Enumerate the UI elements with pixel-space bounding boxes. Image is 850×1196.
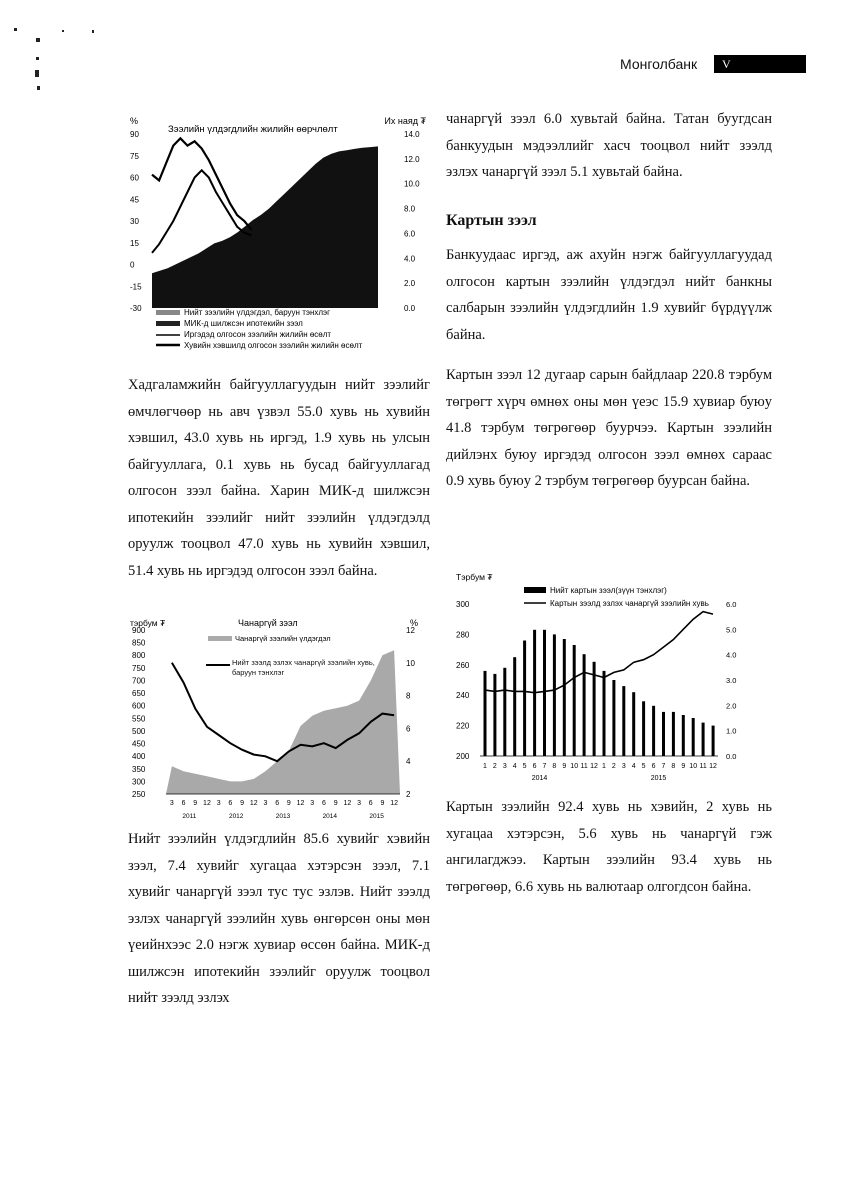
left-para-2: Нийт зээлийн үлдэгдлийн 85.6 хувийг хэвийн зээл, 7.4 хувийг хугацаа хэтэрсэн зээл, 7.1 хувийг чанаргүй зээл тус тус эзлэв. Нийт зээлд эзлэх чанаргүй зээлийн хувь өнгөрсөн оны мөн үеийнхээс 2.0 нэгж хувиар өссөн байна. МИК-д шилжсэн ипотекийн зээлийг оруулж тооцвол нийт зээлд эзлэх (128, 831, 430, 1006)
chart3-bar (672, 712, 675, 756)
chart2-xyear: 2015 (369, 813, 384, 820)
chart1-legend-1: Нийт зээлийн үлдэгдэл, баруун тэнхлэг (184, 308, 331, 317)
chart2-ytick-left: 650 (132, 689, 146, 699)
chart3-line-npl-share (485, 612, 713, 693)
chart2-xtick: 9 (286, 800, 291, 807)
section-heading-card-loans: Картын зээл (446, 211, 537, 229)
right-para-1: чанаргүй зээл 6.0 хувьтай байна. Татан буугдсан банкуудын мэдээллийг хасч тооцвол нийт зээлд эзлэх чанаргүй зээл 5.1 хувьтай байна. (446, 111, 772, 180)
chart3-xtick: 7 (542, 763, 547, 770)
chart3-svg (446, 570, 746, 792)
chart3-bar (682, 715, 685, 756)
chart1-ytick-left: -15 (130, 282, 142, 292)
chart1-left-unit: % (130, 116, 139, 126)
chart3-bar (503, 668, 506, 756)
left-column-top (128, 372, 430, 598)
chart3-bar (553, 634, 556, 756)
chart3-xtick: 6 (651, 763, 656, 770)
chart3-xyear: 2014 (531, 775, 548, 782)
chart3-xtick: 10 (689, 763, 698, 770)
chart3-bar (513, 657, 516, 756)
header-page-marker: V (714, 55, 806, 73)
chart3-ytick-right: 4.0 (726, 650, 737, 660)
right-column-bottom (446, 794, 772, 914)
chart1-ytick-right: 8.0 (404, 204, 416, 214)
chart3-bar (573, 645, 576, 756)
chart2-xtick: 12 (343, 800, 352, 807)
chart3-xtick: 12 (709, 763, 717, 770)
chart3-ytick-left: 260 (456, 660, 470, 670)
chart2-xtick: 3 (357, 800, 362, 807)
chart2-ytick-left: 850 (132, 638, 146, 648)
chart2-xyear: 2012 (228, 813, 244, 820)
chart1-legend-4: Хувийн хэвшилд олгосон зээлийн жилийн өсөлт (184, 341, 363, 350)
chart2-xyear: 2011 (182, 813, 197, 820)
chart3-bar (702, 723, 705, 756)
chart1-ytick-left: 0 (130, 260, 135, 270)
chart3-bar (523, 641, 526, 757)
chart3-bar (662, 712, 665, 756)
chart3-xtick: 11 (699, 763, 707, 770)
chart2-svg (128, 616, 428, 826)
chart3-ytick-right: 3.0 (726, 676, 737, 685)
chart2-xyear: 2014 (322, 813, 338, 820)
chart3-bar (692, 718, 695, 756)
chart-nonperforming-loans (128, 616, 428, 826)
chart1-svg (128, 112, 428, 362)
chart2-ytick-left: 700 (132, 676, 146, 686)
chart3-xtick: 4 (631, 763, 636, 770)
chart3-xtick: 5 (522, 763, 527, 770)
chart1-ytick-left: 90 (130, 130, 139, 139)
chart2-ytick-right: 12 (406, 626, 415, 635)
chart2-ytick-left: 600 (132, 701, 146, 711)
chart3-ytick-left: 280 (456, 630, 470, 640)
chart1-ytick-left: 15 (130, 238, 139, 248)
chart3-bar (543, 630, 546, 756)
chart1-ytick-right: 10.0 (404, 179, 420, 189)
chart3-ytick-right: 0.0 (726, 752, 737, 761)
chart2-xtick: 6 (275, 800, 280, 807)
right-para-2: Банкуудаас иргэд, аж ахуйн нэгж байгууллагуудад олгосон картын зээлийн үлдэгдэл нийт банкны салбарын зээлийн үлдэгдлийн 1.9 хувийг бүрдүүлж байна. (446, 247, 772, 343)
chart2-xtick: 12 (203, 800, 211, 807)
chart1-legend-3: Иргэдэд олгосон зээлийн жилийн өсөлт (184, 330, 332, 339)
chart1-line-household-growth (152, 138, 251, 229)
chart2-right-unit: % (410, 618, 419, 628)
chart3-ytick-right: 6.0 (726, 600, 737, 609)
chart2-xyear: 2013 (275, 813, 291, 820)
chart2-xtick: 3 (263, 800, 268, 807)
chart3-bar (583, 654, 586, 756)
chart1-ytick-left: 75 (130, 151, 139, 161)
chart2-legend-1: Чанаргүй зээлийн үлдэгдэл (235, 634, 331, 643)
chart2-ytick-right: 4 (406, 757, 411, 767)
chart2-ytick-left: 300 (132, 777, 146, 787)
chart1-legend-swatch-1 (156, 310, 180, 315)
chart-card-loans (446, 570, 746, 792)
chart2-ytick-left: 400 (132, 752, 146, 762)
chart2-xtick: 3 (216, 800, 221, 807)
chart2-ytick-right: 2 (406, 790, 411, 799)
chart1-ytick-left: 60 (130, 173, 139, 183)
chart1-legend-swatch-2 (156, 321, 180, 326)
chart3-bar (493, 674, 496, 756)
chart2-xtick: 6 (321, 800, 326, 807)
chart3-xtick: 3 (502, 763, 507, 770)
chart1-legend (156, 308, 363, 350)
chart2-xtick: 3 (310, 800, 315, 807)
chart1-legend-2: МИК-д шилжсэн ипотекийн зээл (184, 319, 303, 328)
chart1-title: Зээлийн үлдэгдлийн жилийн өөрчлөлт (168, 124, 338, 135)
chart2-ytick-left: 500 (132, 726, 146, 736)
header-bank-name: Монголбанк (620, 56, 698, 72)
chart2-xtick: 12 (249, 800, 258, 807)
chart3-xtick: 1 (483, 763, 487, 770)
chart3-bar (563, 639, 566, 756)
chart1-ytick-right: 0.0 (404, 304, 416, 313)
chart2-xtick: 12 (296, 800, 305, 807)
chart3-ytick-left: 300 (456, 600, 470, 609)
chart3-ytick-right: 5.0 (726, 625, 737, 635)
right-para-3: Картын зээл 12 дугаар сарын байдлаар 220.8 тэрбум төгрөгт хүрч өмнөх оны мөн үеэс 15.9 хувиар буюу 41.8 тэрбум төгрөгөөр буурчээ. Картын зээлийн дийлэнх буюу иргэдэд олгосон зээл өмнөх сараас 0.9 хувь буюу 2 тэрбум төгрөгөөр буурсан байна. (446, 367, 772, 489)
chart3-left-unit: Тэрбум ₮ (456, 572, 493, 582)
chart2-legend-swatch-1 (208, 636, 232, 641)
chart2-xtick: 6 (181, 800, 186, 807)
chart3-bar (622, 686, 625, 756)
chart3-xtick: 10 (570, 763, 579, 770)
chart2-ytick-right: 10 (406, 658, 415, 668)
chart2-ytick-left: 750 (132, 663, 146, 673)
chart1-area-total-loans (152, 146, 378, 308)
left-column-bottom (128, 826, 430, 1026)
right-para-4: Картын зээлийн 92.4 хувь нь хэвийн, 2 хувь нь хугацаа хэтэрсэн, 5.6 хувь нь чанаргүй гэж ангилагджээ. Картын зээлийн 93.4 хувь нь төгрөгөөр, 6.6 хувь нь валютаар олгогдсон байна. (446, 799, 772, 895)
chart2-left-unit: тэрбум ₮ (130, 618, 166, 628)
left-para-1: Хадгаламжийн байгууллагуудын нийт зээлийг өмчлөгчөөр нь авч үзвэл 55.0 хувь нь хувийн хэвшил, 43.0 хувь нь иргэд, 1.9 хувь нь улсын байгууллага, 0.1 хувь нь бусад байгууллагад олгосон зээл байна. Харин МИК-д шилжсэн ипотекийн зээлийг нийт зээлийн үлдэгдэлд оруулж тооцвол 47.0 хувь нь хувийн хэвшил, 51.4 хувь нь иргэдэд олгосон зээл байна. (128, 377, 430, 579)
chart3-xtick: 8 (671, 763, 676, 770)
chart3-bar (484, 671, 487, 756)
chart3-xtick: 6 (532, 763, 537, 770)
chart3-xtick: 2 (611, 763, 616, 770)
chart3-legend-1: Нийт картын зээл(зүүн тэнхлэг) (550, 586, 667, 595)
right-column-top (446, 106, 772, 509)
chart2-ytick-right: 6 (406, 724, 411, 734)
chart2-ytick-left: 550 (132, 714, 146, 724)
chart2-ytick-right: 8 (406, 691, 411, 701)
chart3-bar (612, 680, 615, 756)
chart3-xyear: 2015 (650, 775, 667, 782)
chart3-ytick-right: 2.0 (726, 701, 737, 711)
chart1-ytick-right: 14.0 (404, 130, 420, 139)
chart3-xtick: 12 (590, 763, 598, 770)
chart3-bar (712, 726, 715, 756)
chart2-ytick-left: 900 (132, 626, 146, 635)
chart2-xtick: 6 (368, 800, 373, 807)
chart3-ytick-left: 240 (456, 691, 470, 701)
chart2-legend (206, 634, 382, 684)
chart1-ytick-right: 6.0 (404, 229, 416, 239)
chart2-title: Чанаргүй зээл (238, 618, 298, 628)
chart1-ytick-right: 2.0 (404, 279, 416, 289)
chart3-xtick: 3 (621, 763, 626, 770)
chart2-xtick: 9 (240, 800, 245, 807)
chart2-ytick-left: 450 (132, 739, 146, 749)
chart3-legend-swatch-1 (524, 587, 546, 593)
chart3-ytick-left: 220 (456, 721, 470, 731)
chart3-ytick-left: 200 (456, 752, 470, 761)
chart3-xtick: 8 (552, 763, 557, 770)
chart3-legend-2: Картын зээлд эзлэх чанаргүй зээлийн хувь (550, 599, 709, 608)
chart1-right-unit: Их наяд ₮ (384, 116, 426, 126)
chart2-xtick: 9 (333, 800, 338, 807)
chart2-ytick-left: 350 (132, 764, 146, 774)
chart3-xtick: 11 (580, 763, 588, 770)
chart3-bar (642, 701, 645, 756)
chart1-ytick-right: 12.0 (404, 154, 420, 164)
chart2-xtick: 3 (169, 800, 174, 807)
chart3-xtick: 9 (681, 763, 686, 770)
chart3-legend (524, 586, 709, 608)
chart1-ytick-left: 45 (130, 195, 139, 205)
chart3-bar (632, 692, 635, 756)
chart3-xtick: 2 (492, 763, 497, 770)
chart2-xtick: 12 (390, 800, 399, 807)
chart3-xtick: 7 (661, 763, 666, 770)
chart3-xtick: 1 (602, 763, 606, 770)
chart1-ytick-right: 4.0 (404, 254, 416, 264)
chart3-xtick: 5 (641, 763, 646, 770)
chart2-ytick-left: 250 (132, 790, 146, 799)
chart3-ytick-right: 1.0 (726, 726, 737, 736)
chart2-ytick-left: 800 (132, 651, 146, 661)
chart1-ytick-left: -30 (130, 304, 142, 313)
chart1-ytick-left: 30 (130, 217, 139, 226)
chart3-bar (603, 671, 606, 756)
chart2-legend-2: Нийт зээлд эзлэх чанаргүй зээлийн хувь, баруун тэнхлэг (232, 658, 375, 677)
chart2-xtick: 9 (193, 800, 198, 807)
chart-loan-balance-change (128, 112, 428, 362)
chart3-bar (652, 706, 655, 756)
chart3-xtick: 9 (562, 763, 567, 770)
chart2-xtick: 6 (228, 800, 233, 807)
chart3-xtick: 4 (512, 763, 517, 770)
chart2-xtick: 9 (380, 800, 385, 807)
